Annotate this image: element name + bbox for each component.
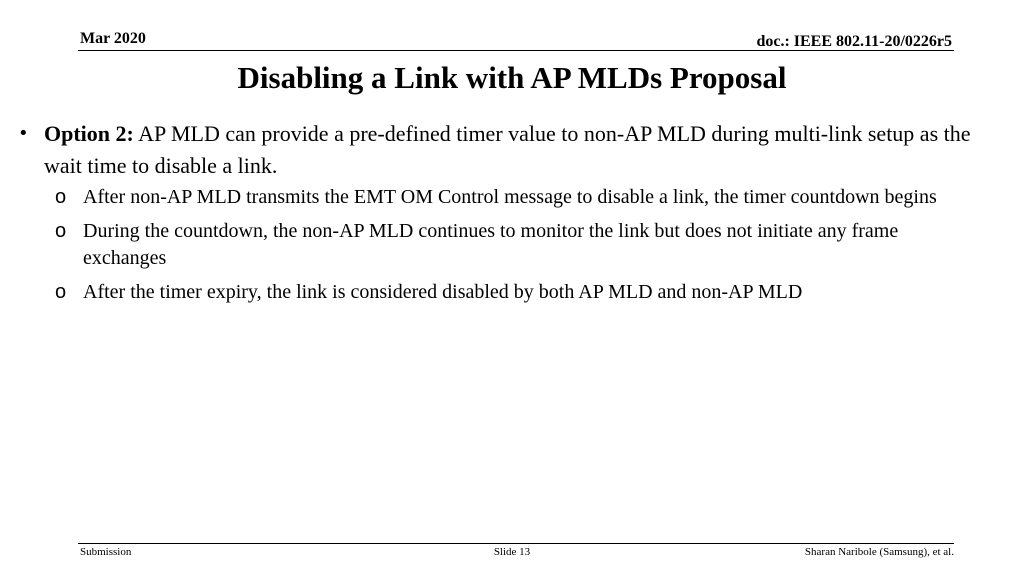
sub-bullet-text: During the countdown, the non-AP MLD continues to monitor the link but does not initiate any frame exchanges — [83, 220, 899, 269]
sub-bullet-list — [14, 184, 974, 306]
footer-slide-number: Slide 13 — [493, 546, 531, 558]
sub-bullet — [14, 184, 974, 211]
bullet-circle-icon: o — [55, 220, 67, 242]
bullet-circle-icon: o — [55, 281, 67, 303]
sub-bullet — [14, 279, 974, 306]
sub-bullet — [14, 218, 974, 272]
header-divider — [78, 50, 954, 51]
main-bullet-lead: Option 2: — [44, 121, 134, 146]
header-date: Mar 2020 — [80, 30, 146, 47]
footer-author: Sharan Naribole (Samsung), et al. — [804, 546, 954, 558]
slide-content — [14, 118, 974, 313]
slide-title: Disabling a Link with AP MLDs Proposal — [237, 60, 787, 95]
main-bullet — [14, 118, 974, 182]
header-doc-id: doc.: IEEE 802.11-20/0226r5 — [756, 33, 952, 50]
bullet-dot-icon: • — [18, 123, 29, 144]
sub-bullet-text: After the timer expiry, the link is considered disabled by both AP MLD and non-AP MLD — [83, 281, 803, 303]
bullet-circle-icon: o — [55, 186, 67, 208]
footer-submission: Submission — [80, 546, 132, 558]
footer-divider — [78, 543, 954, 544]
main-bullet-text: AP MLD can provide a pre-defined timer value to non-AP MLD during multi-link setup as the wait time to disable a link. — [44, 121, 971, 178]
sub-bullet-text: After non-AP MLD transmits the EMT OM Control message to disable a link, the timer countdown begins — [83, 186, 937, 208]
